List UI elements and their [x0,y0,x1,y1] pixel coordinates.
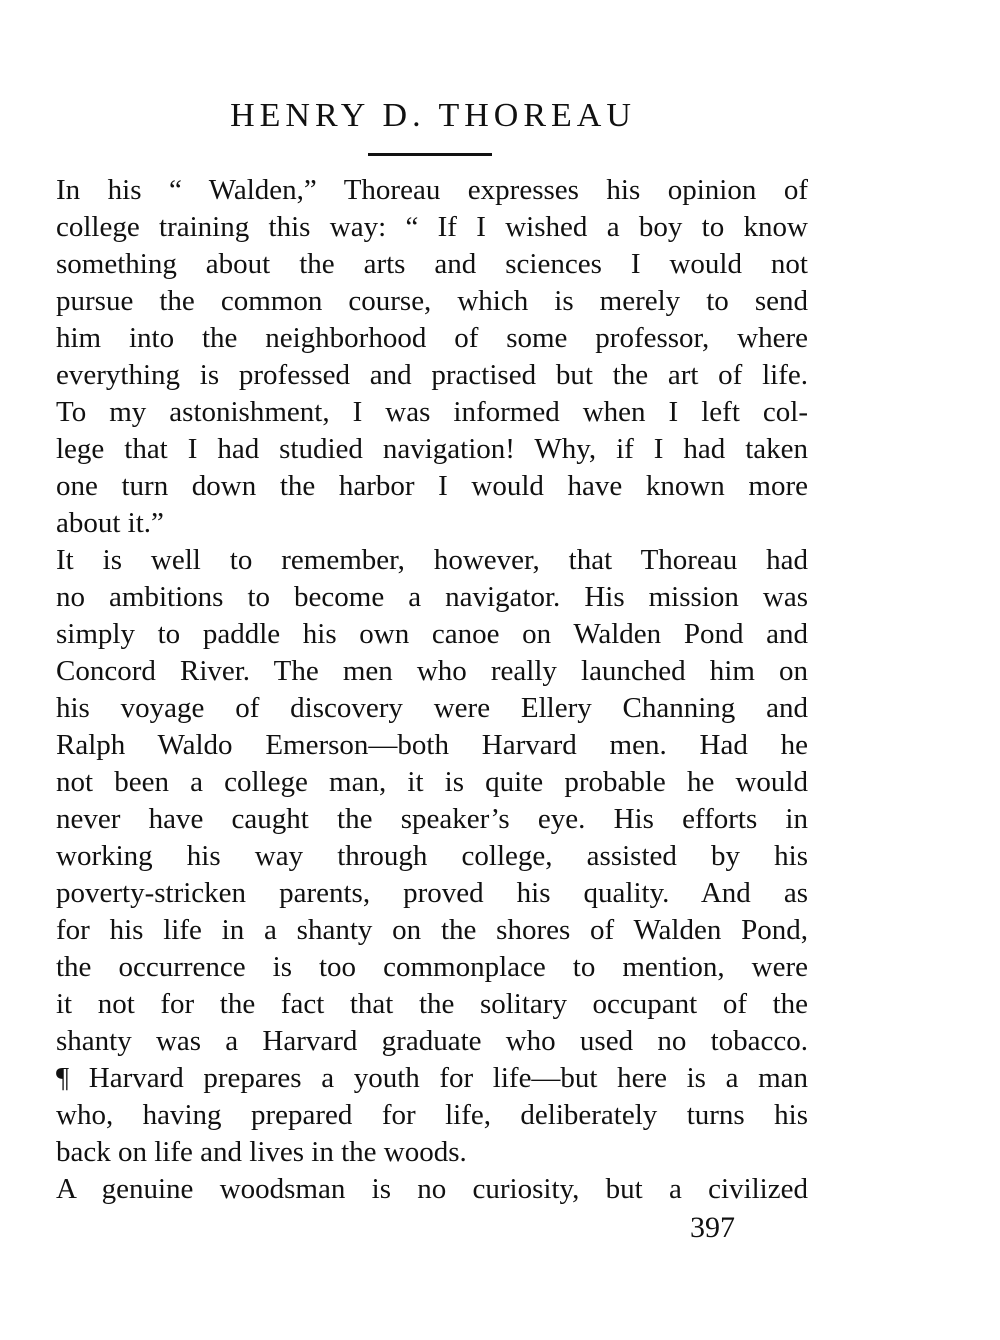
text-line: ¶ Harvard prepares a youth for life—but here is a man [56,1062,808,1094]
text-line: In his “ Walden,” Thoreau expresses his opinion of [56,174,808,206]
text-line: no ambitions to become a navigator. His mission was [56,581,808,613]
text-line: shanty was a Harvard graduate who used no tobacco. [56,1025,808,1057]
text-line: simply to paddle his own canoe on Walden Pond and [56,618,808,650]
text-line: everything is professed and practised but the art of life. [56,359,808,391]
text-line: for his life in a shanty on the shores of Walden Pond, [56,914,808,946]
text-line: poverty-stricken parents, proved his quality. And as [56,877,808,909]
head-rule [368,153,492,156]
running-head: HENRY D. THOREAU [230,97,636,134]
text-line: pursue the common course, which is merely to send [56,285,808,317]
text-line: him into the neighborhood of some professor, where [56,322,808,354]
text-line: A genuine woodsman is no curiosity, but a civilized [56,1173,808,1205]
text-line: back on life and lives in the woods. [56,1136,467,1168]
text-line: college training this way: “ If I wished a boy to know [56,211,808,243]
text-line: his voyage of discovery were Ellery Channing and [56,692,808,724]
text-line: something about the arts and sciences I would not [56,248,808,280]
text-line: who, having prepared for life, deliberately turns his [56,1099,808,1131]
text-line: working his way through college, assisted by his [56,840,808,872]
text-line: Concord River. The men who really launched him on [56,655,808,687]
text-line: lege that I had studied navigation! Why, if I had taken [56,433,808,465]
text-line: never have caught the speaker’s eye. His efforts in [56,803,808,835]
text-line: the occurrence is too commonplace to mention, were [56,951,808,983]
page-number: 397 [690,1211,735,1244]
text-line: about it.” [56,507,164,539]
text-line: Ralph Waldo Emerson—both Harvard men. Had he [56,729,808,761]
text-line: it not for the fact that the solitary occupant of the [56,988,808,1020]
body-text [56,172,808,1208]
text-line: To my astonishment, I was informed when I left col- [56,396,808,428]
text-line: It is well to remember, however, that Thoreau had [56,544,808,576]
text-line: not been a college man, it is quite probable he would [56,766,808,798]
text-line: one turn down the harbor I would have known more [56,470,808,502]
